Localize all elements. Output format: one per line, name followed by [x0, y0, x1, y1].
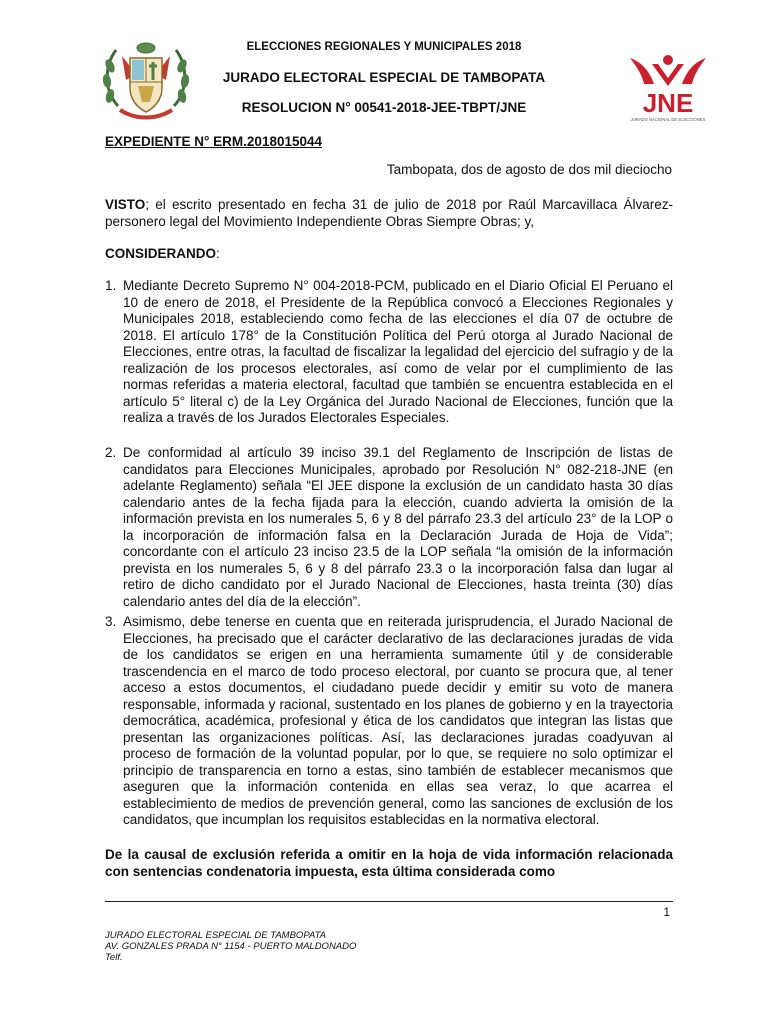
- footer-phone: Telf.: [105, 952, 123, 963]
- item-text: Mediante Decreto Supremo N° 004-2018-PCM, publicado en el Diario Oficial El Peruano el 10 de enero de 2018, el Presidente de la República convocó a Elecciones Regionales y Municipales 2018, estableciendo como fecha de las elecciones el día 07 de octubre de 2018. El artículo 178° de la Constitución Política del Perú otorga al Jurado Nacional de Elecciones, entre otras, la facultad de fiscalizar la legalidad del ejercicio del sufragio y de la realización de los procesos electorales, así como de velar por el cumplimiento de las normas referidas a materia electoral, facultad que también se encuentra establecida en el artículo 5° literal c) de la Ley Orgánica del Jurado Nacional de Elecciones, función que la realiza a través de los Jurados Electorales Especiales.: [123, 278, 673, 425]
- visto-text: ; el escrito presentado en fecha 31 de julio de 2018 por Raúl Marcavillaca Álvarez- personero legal del Movimiento Independiente Obras Siempre Obras; y,: [105, 197, 673, 229]
- item-number: 3.: [105, 614, 117, 629]
- section-heading-paragraph: De la causal de exclusión referida a omitir en la hoja de vida información relacionada con sentencias condenatoria impuesta, esta última considerada como: [105, 847, 673, 879]
- item-number: 1.: [105, 278, 117, 293]
- jne-logo-head: [663, 55, 673, 65]
- visto-paragraph: [105, 197, 673, 230]
- considerando-suffix: :: [216, 246, 220, 261]
- footer-divider: [105, 901, 673, 902]
- header-resolution-number: RESOLUCION N° 00541-2018-JEE-TBPT/JNE: [241, 100, 527, 115]
- footer-institution: JURADO ELECTORAL ESPECIAL DE TAMBOPATA: [105, 930, 327, 941]
- jne-logo-right-wing: [682, 58, 706, 84]
- jne-logo-text: JNE: [642, 88, 694, 118]
- visto-label: VISTO: [105, 197, 146, 212]
- header-jury-name: JURADO ELECTORAL ESPECIAL DE TAMBOPATA: [222, 70, 546, 85]
- header-election-title: ELECCIONES REGIONALES Y MUNICIPALES 2018: [246, 41, 522, 53]
- jne-logo-subtext: JURADO NACIONAL DE ELECCIONES: [630, 117, 706, 122]
- document-date: Tambopata, dos de agosto de dos mil dieciocho: [386, 162, 672, 177]
- page-number: 1: [663, 905, 670, 919]
- item-text: Asimismo, debe tenerse en cuenta que en reiterada jurisprudencia, el Jurado Nacional de Elecciones, ha precisado que el carácter declarativo de las declaraciones juradas de vida de los candidatos se erigen en una herramienta sumamente útil y de considerable trascendencia en el marco de todo proceso electoral, por cuanto se procura que, al tener acceso a estos documentos, el ciudadano puede decidir y emitir su voto de manera responsable, informada y racional, sustentado en los planes de gobierno y en la trayectoria democrática, académica, profesional y ética de los candidatos que integran las listas que presentan las organizaciones políticas. Así, las declaraciones juradas coadyuvan al proceso de formación de la voluntad popular, por lo que, se requiere no solo optimizar el principio de transparencia en torno a estas, sino también de establecer mecanismos que aseguren que la información contenida en ellas sea veraz, lo que acarrea el establecimiento de medios de prevención general, como las sanciones de exclusión de los candidatos, que incumplan los requisitos establecidas en la normativa electoral.: [123, 614, 673, 827]
- footer-address: AV. GONZALES PRADA N° 1154 - PUERTO MALDONADO: [105, 941, 357, 952]
- expediente-number: EXPEDIENTE N° ERM.2018015044: [105, 134, 323, 149]
- item-text: De conformidad al artículo 39 inciso 39.1 del Reglamento de Inscripción de listas de candidatos para Elecciones Municipales, aprobado por Resolución N° 082-218-JNE (en adelante Reglamento) señala “El JEE dispone la exclusión de un candidato hasta 30 días calendario antes de la fecha fijada para la elección, cuando advierta la omisión de la información prevista en los numerales 5, 6 y 8 del párrafo 23.3 del artículo 23° de la LOP o la incorporación de información falsa en la Declaración Jurada de Hoja de Vida”; concordante con el artículo 23 inciso 23.5 de la LOP señala “la omisión de la información prevista en los numerales 5, 6 y 8 del párrafo 23.3 o la incorporación falsa dan lugar al retiro de dicho candidato por el Jurado Nacional de Elecciones, hasta treinta (30) días calendario antes del día de la elección”.: [123, 445, 673, 609]
- item-number: 2.: [105, 445, 117, 460]
- considerando-label: CONSIDERANDO: [105, 246, 217, 261]
- considerando-heading: [105, 246, 673, 263]
